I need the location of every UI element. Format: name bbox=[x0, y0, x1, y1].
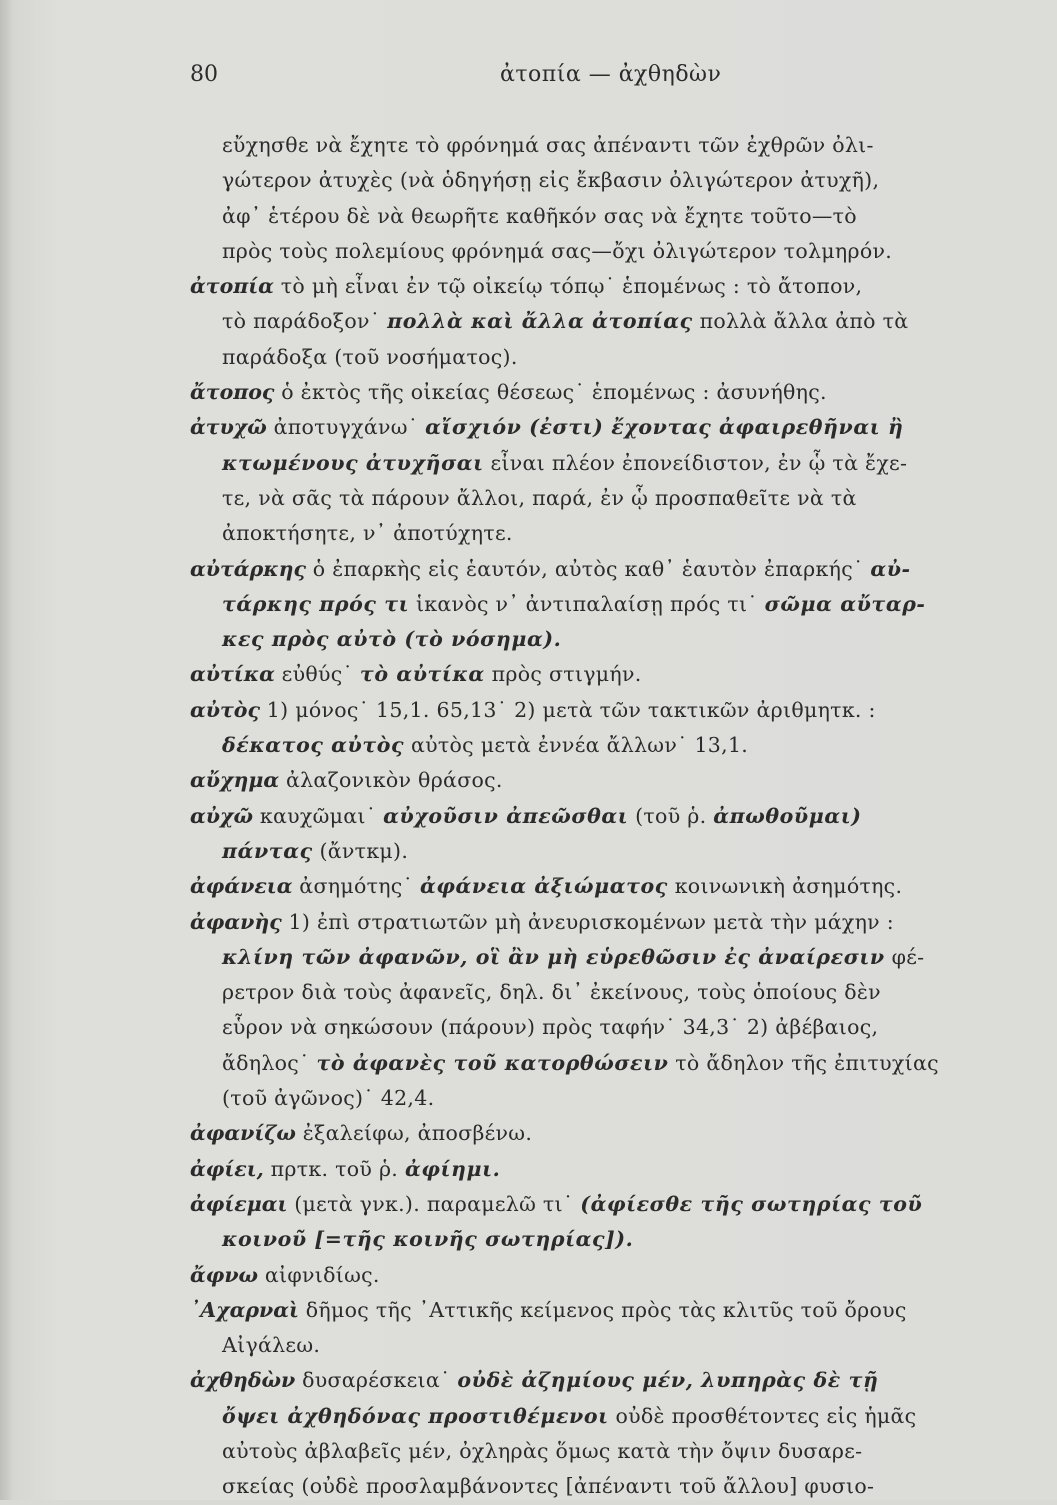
definition-text: 1) ἐπὶ στρατιωτῶν μὴ ἀνευρισκομένων μετὰ τὴν μάχην : bbox=[281, 909, 894, 934]
definition-text: τε, νὰ σᾶς τὰ πάρουν ἄλλοι, παρά, ἐν ᾧ προσπαθεῖτε νὰ τὰ bbox=[222, 485, 857, 510]
definition-text: φέ- bbox=[884, 944, 925, 969]
definition-text: αἰφνιδίως. bbox=[258, 1262, 380, 1287]
entry-continuation-line bbox=[190, 622, 1040, 657]
greek-quotation: οὐδὲ ἀζημίους μέν, λυπηρὰς δὲ τῇ bbox=[457, 1368, 879, 1393]
greek-quotation: ὄψει ἀχθηδόνας προστιθέμενοι bbox=[222, 1403, 609, 1428]
headword: αὐτάρκης bbox=[190, 556, 306, 581]
entry-continuation-line bbox=[190, 163, 1040, 198]
entry-continuation-line bbox=[190, 1046, 1040, 1081]
headword: αὐτίκα bbox=[190, 662, 275, 687]
entry-continuation-line bbox=[190, 975, 1040, 1010]
entry-continuation-line bbox=[190, 1010, 1040, 1045]
entry-continuation-line bbox=[190, 340, 1040, 375]
definition-text: εὔχησθε νὰ ἔχητε τὸ φρόνημά σας ἀπέναντι τῶν ἐχθρῶν ὀλι- bbox=[222, 133, 874, 157]
entry-continuation-line bbox=[190, 1081, 1040, 1116]
entry-continuation-line bbox=[190, 234, 1040, 269]
entry-start-line bbox=[190, 1363, 1040, 1398]
entry-start-line bbox=[190, 763, 1040, 798]
definition-text: καυχῶμαι˙ bbox=[253, 803, 384, 828]
definition-text: οὐδὲ προσθέτοντες εἰς ἡμᾶς bbox=[608, 1403, 917, 1428]
greek-quotation: πάντας bbox=[222, 838, 313, 863]
entry-continuation-line bbox=[190, 940, 1040, 975]
definition-text: ὁ ἐπαρκὴς εἰς ἑαυτόν, αὐτὸς καθ᾿ ἑαυτὸν ἐπαρκής˙ bbox=[305, 556, 871, 581]
definition-text: σκείας (οὐδὲ προσλαμβάνοντες [ἀπέναντι τοῦ ἄλλου] φυσιο- bbox=[222, 1474, 875, 1499]
entry-start-line bbox=[190, 269, 1040, 304]
greek-quotation: σῶμα αὔταρ- bbox=[764, 591, 926, 616]
definition-text: ἀποκτήσητε, ν᾿ ἀποτύχητε. bbox=[222, 521, 513, 546]
definition-text: γώτερον ἀτυχὲς (νὰ ὁδηγήσῃ εἰς ἔκβασιν ὀλιγώτερον ἀτυχῆ), bbox=[222, 168, 880, 193]
entry-continuation-line bbox=[190, 304, 1040, 339]
entry-start-line bbox=[190, 905, 1040, 940]
greek-quotation: κλίνη τῶν ἀφανῶν, οἳ ἂν μὴ εὑρεθῶσιν ἐς ἀναίρεσιν bbox=[222, 944, 885, 969]
definition-text: πρτκ. τοῦ ῥ. bbox=[263, 1156, 405, 1181]
definition-text: ἀφ᾿ ἑτέρου δὲ νὰ θεωρῆτε καθῆκόν σας νὰ ἔχητε τοῦτο—τὸ bbox=[222, 203, 857, 228]
definition-text: εὐθύς˙ bbox=[274, 662, 360, 687]
headword: ἀφανίζω bbox=[190, 1121, 296, 1146]
headword: ἀτυχῶ bbox=[190, 415, 267, 440]
definition-text: ρετρον διὰ τοὺς ἀφανεῖς, δηλ. δι᾿ ἐκείνους, τοὺς ὁποίους δὲν bbox=[222, 980, 881, 1005]
page-number: 80 bbox=[190, 62, 218, 87]
entry-start-line bbox=[190, 799, 1040, 834]
greek-quotation: (ἀφίεσθε τῆς σωτηρίας τοῦ bbox=[580, 1191, 923, 1216]
headword: ἀφίει, bbox=[190, 1156, 264, 1181]
entry-start-line bbox=[190, 410, 1040, 445]
definition-text: 1) μόνος˙ 15,1. 65,13˙ 2) μετὰ τῶν τακτικῶν ἀριθμητκ. : bbox=[259, 697, 876, 722]
entry-continuation-line bbox=[190, 587, 1040, 622]
definition-text: αὐτὸς μετὰ ἐννέα ἄλλων˙ 13,1. bbox=[404, 733, 749, 758]
definition-text: αὐτοὺς ἀβλαβεῖς μέν, ὀχληρὰς ὅμως κατὰ τὴν ὄψιν δυσαρε- bbox=[222, 1438, 863, 1463]
definition-text: πολλὰ ἄλλα ἀπὸ τὰ bbox=[692, 309, 909, 334]
entry-start-line bbox=[190, 1152, 1040, 1187]
definition-text: δῆμος τῆς ᾿Αττικῆς κείμενος πρὸς τὰς κλιτῦς τοῦ ὄρους bbox=[298, 1297, 907, 1322]
definition-text: δυσαρέσκεια˙ bbox=[295, 1368, 458, 1393]
headword: αὔχημα bbox=[190, 768, 280, 793]
definition-text: τὸ παράδοξον˙ bbox=[222, 309, 388, 334]
entry-start-line bbox=[190, 375, 1040, 410]
greek-quotation: κοινοῦ [=τῆς κοινῆς σωτηρίας]). bbox=[222, 1227, 634, 1252]
greek-quotation: τὸ ἀφανὲς τοῦ κατορθώσειν bbox=[316, 1050, 669, 1075]
definition-text: τὸ ἄδηλον τῆς ἐπιτυχίας bbox=[668, 1050, 939, 1075]
entry-continuation-line bbox=[190, 1469, 1040, 1504]
greek-quotation: αἴσχιόν (ἐστι) ἔχοντας ἀφαιρεθῆναι ἢ bbox=[425, 415, 904, 440]
greek-quotation: τάρκης πρός τι bbox=[222, 591, 410, 616]
definition-text: τὸ μὴ εἶναι ἐν τῷ οἰκείῳ τόπῳ˙ ἑπομένως : τὸ ἄτοπον, bbox=[273, 274, 863, 299]
entry-start-line bbox=[190, 1116, 1040, 1151]
definition-text: πρὸς στιγμήν. bbox=[484, 662, 642, 687]
entry-start-line bbox=[190, 1293, 1040, 1328]
dictionary-text bbox=[190, 128, 1040, 1505]
definition-text: πρὸς τοὺς πολεμίους φρόνημά σας—ὄχι ὀλιγώτερον τολμηρόν. bbox=[222, 238, 893, 263]
definition-text: κοινωνικὴ ἀσημότης. bbox=[667, 874, 903, 899]
definition-text: ἱκανὸς ν᾿ ἀντιπαλαίσῃ πρός τι˙ bbox=[409, 591, 765, 616]
entry-continuation-line bbox=[190, 1328, 1040, 1363]
greek-quotation: κτωμένους ἀτυχῆσαι bbox=[222, 450, 484, 475]
entry-continuation-line bbox=[190, 834, 1040, 869]
entry-continuation-line bbox=[190, 128, 1040, 163]
headword: αὐτὸς bbox=[190, 697, 260, 722]
definition-text: εἶναι πλέον ἐπονείδιστον, ἐν ᾧ τὰ ἔχε- bbox=[483, 450, 908, 475]
greek-quotation: τὸ αὐτίκα bbox=[359, 662, 485, 687]
definition-text: (τοῦ ἀγῶνος)˙ 42,4. bbox=[222, 1086, 435, 1111]
headword: ἄτοπος bbox=[190, 380, 275, 405]
definition-text: ἐξαλείφω, ἀποσβένω. bbox=[295, 1121, 533, 1146]
headword: ἄφνω bbox=[190, 1262, 259, 1287]
greek-quotation: αὐ- bbox=[870, 556, 911, 581]
definition-text: ὁ ἐκτὸς τῆς οἰκείας θέσεως˙ ἑπομένως : ἀσυνήθης. bbox=[274, 380, 827, 405]
headword: αὐχῶ bbox=[190, 803, 254, 828]
greek-quotation: κες πρὸς αὐτὸ (τὸ νόσημα). bbox=[222, 627, 562, 652]
entry-continuation-line bbox=[190, 728, 1040, 763]
greek-quotation: ἀφίημι. bbox=[404, 1156, 501, 1181]
definition-text: παράδοξα (τοῦ νοσήματος). bbox=[222, 344, 518, 369]
headword: ἀτοπία bbox=[190, 274, 274, 299]
definition-text: (τοῦ ῥ. bbox=[628, 803, 714, 828]
entry-start-line bbox=[190, 1258, 1040, 1293]
definition-text: εὗρον νὰ σηκώσουν (πάρουν) πρὸς ταφήν˙ 34,3˙ 2) ἀβέβαιος, bbox=[222, 1015, 879, 1040]
definition-text: Αἰγάλεω. bbox=[222, 1333, 321, 1358]
definition-text: ἀλαζονικὸν θράσος. bbox=[279, 768, 503, 793]
definition-text: ἀσημότης˙ bbox=[292, 874, 420, 899]
entry-continuation-line bbox=[190, 1222, 1040, 1257]
definition-text: ἀποτυγχάνω˙ bbox=[266, 415, 426, 440]
greek-quotation: δέκατος αὐτὸς bbox=[222, 733, 405, 758]
entry-continuation-line bbox=[190, 199, 1040, 234]
entry-continuation-line bbox=[190, 481, 1040, 516]
greek-quotation: αὐχοῦσιν ἀπεῶσθαι bbox=[383, 803, 629, 828]
entry-start-line bbox=[190, 657, 1040, 692]
entry-start-line bbox=[190, 869, 1040, 904]
entry-continuation-line bbox=[190, 1399, 1040, 1434]
entry-start-line bbox=[190, 693, 1040, 728]
headword: ᾿Αχαρναὶ bbox=[190, 1297, 299, 1322]
entry-continuation-line bbox=[190, 1434, 1040, 1469]
headword: ἀχθηδὼν bbox=[190, 1368, 296, 1393]
greek-quotation: ἀπωθοῦμαι) bbox=[713, 803, 862, 828]
definition-text: (μετὰ γνκ.). παραμελῶ τι˙ bbox=[287, 1191, 581, 1216]
entry-continuation-line bbox=[190, 516, 1040, 551]
definition-text: (ἄντκμ). bbox=[312, 838, 409, 863]
entry-start-line bbox=[190, 1187, 1040, 1222]
greek-quotation: πολλὰ καὶ ἄλλα ἀτοπίας bbox=[387, 309, 693, 334]
page-header bbox=[190, 62, 1040, 94]
entry-start-line bbox=[190, 552, 1040, 587]
definition-text: ἄδηλος˙ bbox=[222, 1050, 317, 1075]
greek-quotation: ἀφάνεια ἀξιώματος bbox=[419, 874, 668, 899]
headword: ἀφάνεια bbox=[190, 874, 293, 899]
headword: ἀφίεμαι bbox=[190, 1191, 288, 1216]
entry-continuation-line bbox=[190, 446, 1040, 481]
running-head: ἀτοπία — ἀχθηδὼν bbox=[500, 62, 722, 87]
headword: ἀφανὴς bbox=[190, 909, 282, 934]
